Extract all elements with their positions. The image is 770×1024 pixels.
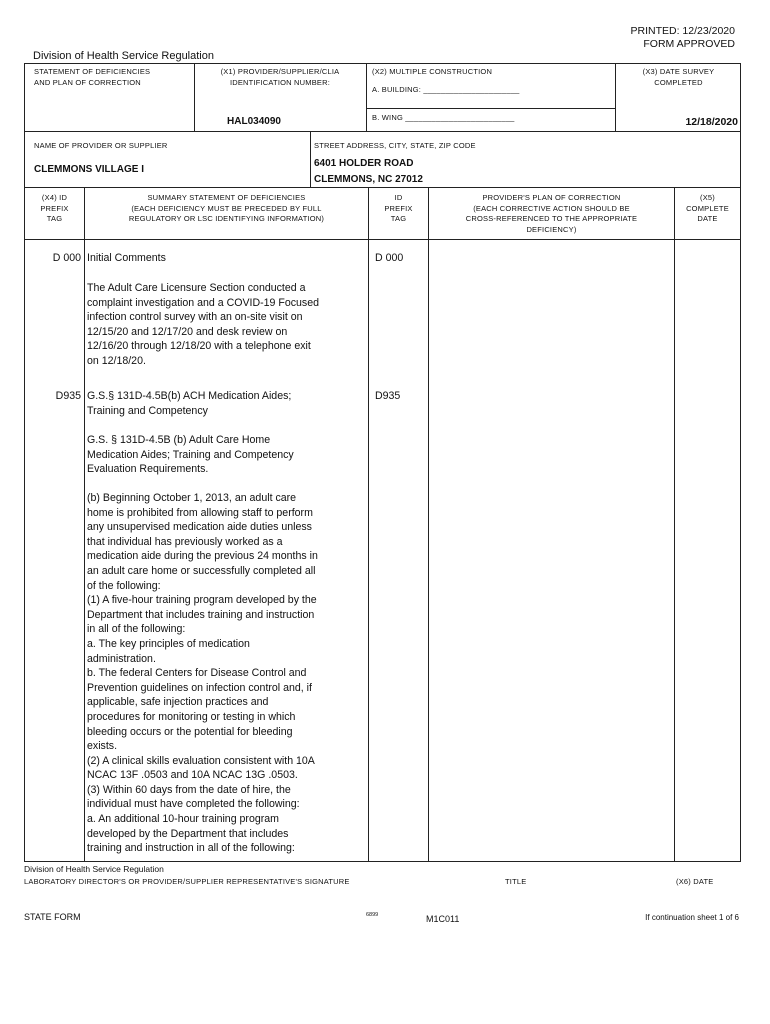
- statement-label-line: STATEMENT OF DEFICIENCIES: [34, 67, 151, 76]
- x3-label-line: COMPLETED: [654, 77, 703, 87]
- state-form-label: STATE FORM: [24, 912, 81, 922]
- rule: [366, 63, 367, 131]
- col-header-line: DEFICIENCY): [526, 224, 577, 234]
- form-number: 6899: [366, 912, 379, 918]
- x3-label-line: (X3) DATE SURVEY: [642, 67, 715, 76]
- col-header-line: PROVIDER'S PLAN OF CORRECTION: [482, 193, 621, 202]
- text-line: G.S.§ 131D-4.5B(b) ACH Medication Aides;: [87, 390, 292, 402]
- text-line: (1) A five-hour training program developed by the: [87, 594, 317, 607]
- text-line: Evaluation Requirements.: [87, 463, 209, 476]
- text-line: 12/16/20 through 12/18/20 with a telephone exit: [87, 340, 311, 353]
- provider-name-label: NAME OF PROVIDER OR SUPPLIER: [34, 141, 168, 150]
- tag-d935-right: D935: [375, 390, 401, 402]
- statement-label: [34, 67, 150, 88]
- rule: [24, 239, 741, 240]
- signature-label: LABORATORY DIRECTOR'S OR PROVIDER/SUPPLIER REPRESENTATIVE'S SIGNATURE: [24, 877, 350, 886]
- provider-address: [314, 156, 423, 188]
- col-x4-header: [25, 193, 84, 225]
- text-line: infection control survey with an on-site visit on: [87, 311, 303, 324]
- rule: [366, 108, 615, 109]
- tag-d000-left: D 000: [52, 252, 81, 264]
- title-label: TITLE: [505, 877, 527, 886]
- col-header-line: (EACH CORRECTIVE ACTION SHOULD BE: [473, 203, 630, 213]
- col-header-line: DATE: [697, 214, 718, 223]
- text-line: training and instruction in all of the following:: [87, 842, 295, 855]
- rule: [674, 187, 675, 861]
- x6-date-label: (X6) DATE: [676, 877, 714, 886]
- text-line: bleeding occurs or the potential for bleeding: [87, 725, 293, 738]
- continuation-sheet: If continuation sheet 1 of 6: [645, 913, 739, 922]
- text-line: Prevention guidelines on infection control and, if: [87, 681, 312, 694]
- col-x5-header: [675, 193, 740, 225]
- wing-label: B. WING _________________________: [372, 113, 515, 122]
- heading-d935: [87, 389, 367, 418]
- text-line: (2) A clinical skills evaluation consistent with 10A: [87, 754, 315, 767]
- address-label: STREET ADDRESS, CITY, STATE, ZIP CODE: [314, 141, 476, 150]
- tag-d935-left: D935: [55, 390, 81, 402]
- rule: [24, 861, 741, 862]
- text-line: a. The key principles of medication: [87, 637, 250, 650]
- division-title: Division of Health Service Regulation: [33, 50, 214, 62]
- text-line: (3) Within 60 days from the date of hire, the: [87, 783, 291, 796]
- col-header-line: TAG: [46, 214, 63, 223]
- text-line: complaint investigation and a COVID-19 Focused: [87, 296, 320, 309]
- print-header: [631, 25, 735, 51]
- col-header-line: (X5): [700, 193, 715, 202]
- text-line: an adult care home or successfully completed all: [87, 564, 316, 577]
- para-statute-title: [87, 433, 367, 477]
- rule: [84, 187, 85, 861]
- text-line: any unsupervised medication aide duties unless: [87, 521, 312, 534]
- rule: [24, 63, 741, 64]
- text-line: home is prohibited from allowing staff to perform: [87, 506, 313, 519]
- text-line: medication aide during the previous 24 months in: [87, 550, 318, 563]
- col-plan-header: [429, 193, 674, 235]
- text-line: applicable, safe injection practices and: [87, 696, 269, 709]
- event-id: M1C011: [426, 914, 460, 924]
- col-header-line: CROSS-REFERENCED TO THE APPROPRIATE: [465, 214, 638, 223]
- x1-label-line: (X1) PROVIDER/SUPPLIER/CLIA: [220, 67, 340, 76]
- text-line: 12/15/20 and 12/17/20 and desk review on: [87, 325, 288, 338]
- text-line: procedures for monitoring or testing in which: [87, 710, 296, 723]
- rule: [310, 131, 311, 187]
- text-line: exists.: [87, 740, 118, 753]
- provider-name: CLEMMONS VILLAGE I: [34, 164, 144, 175]
- address-line: 6401 HOLDER ROAD: [314, 158, 414, 169]
- x1-label-line: IDENTIFICATION NUMBER:: [229, 77, 331, 87]
- rule: [24, 131, 741, 132]
- address-line: CLEMMONS, NC 27012: [314, 174, 423, 185]
- text-line: of the following:: [87, 579, 161, 592]
- text-line: G.S. § 131D-4.5B (b) Adult Care Home: [87, 434, 271, 446]
- col-header-line: SUMMARY STATEMENT OF DEFICIENCIES: [147, 193, 306, 202]
- text-line: Department that includes training and instruction: [87, 608, 315, 621]
- col-summary-header: [85, 193, 368, 225]
- text-line: that individual has previously worked as a: [87, 535, 283, 548]
- col-header-line: PREFIX: [384, 203, 413, 213]
- text-line: developed by the Department that includes: [87, 827, 289, 840]
- form-approved: FORM APPROVED: [643, 38, 735, 50]
- col-header-line: ID: [394, 193, 403, 202]
- x1-provider-id: HAL034090: [227, 116, 281, 127]
- text-line: NCAC 13F .0503 and 10A NCAC 13G .0503.: [87, 769, 298, 782]
- rule: [428, 187, 429, 861]
- text-line: in all of the following:: [87, 623, 186, 636]
- col-header-line: REGULATORY OR LSC IDENTIFYING INFORMATION): [128, 214, 325, 223]
- x2-label: (X2) MULTIPLE CONSTRUCTION: [372, 67, 493, 76]
- printed-date: PRINTED: 12/23/2020: [630, 25, 735, 37]
- x3-label: [617, 67, 740, 88]
- text-line: (b) Beginning October 1, 2013, an adult care: [87, 492, 297, 504]
- rule: [615, 63, 616, 131]
- building-label: A. BUILDING: ______________________: [372, 85, 520, 94]
- footer-division: Division of Health Service Regulation: [24, 864, 164, 874]
- text-line: on 12/18/20.: [87, 354, 146, 367]
- rule: [740, 63, 741, 861]
- text-line: Training and Competency: [87, 404, 208, 417]
- heading-initial-comments: Initial Comments: [87, 252, 166, 264]
- text-line: a. An additional 10-hour training program: [87, 813, 279, 826]
- para-initial-comments: [87, 281, 367, 369]
- tag-d000-right: D 000: [375, 252, 404, 264]
- text-line: administration.: [87, 652, 156, 665]
- statement-label-line: AND PLAN OF CORRECTION: [34, 77, 141, 87]
- rule: [24, 63, 25, 861]
- rule: [368, 187, 369, 861]
- text-line: The Adult Care Licensure Section conducted a: [87, 282, 306, 294]
- text-line: individual must have completed the following:: [87, 798, 300, 811]
- text-line: b. The federal Centers for Disease Control and: [87, 667, 307, 680]
- col-header-line: PREFIX: [40, 203, 69, 213]
- col-header-line: (EACH DEFICIENCY MUST BE PRECEDED BY FULL: [131, 203, 322, 213]
- col-header-line: TAG: [390, 214, 407, 223]
- x3-date-completed: 12/18/2020: [685, 116, 738, 128]
- text-line: Medication Aides; Training and Competency: [87, 448, 294, 461]
- rule: [194, 63, 195, 131]
- col-header-line: COMPLETE: [686, 203, 729, 213]
- para-statute-body: [87, 491, 367, 856]
- col-header-line: (X4) ID: [41, 193, 68, 202]
- col-id-header: [369, 193, 428, 225]
- x1-label: [196, 67, 364, 88]
